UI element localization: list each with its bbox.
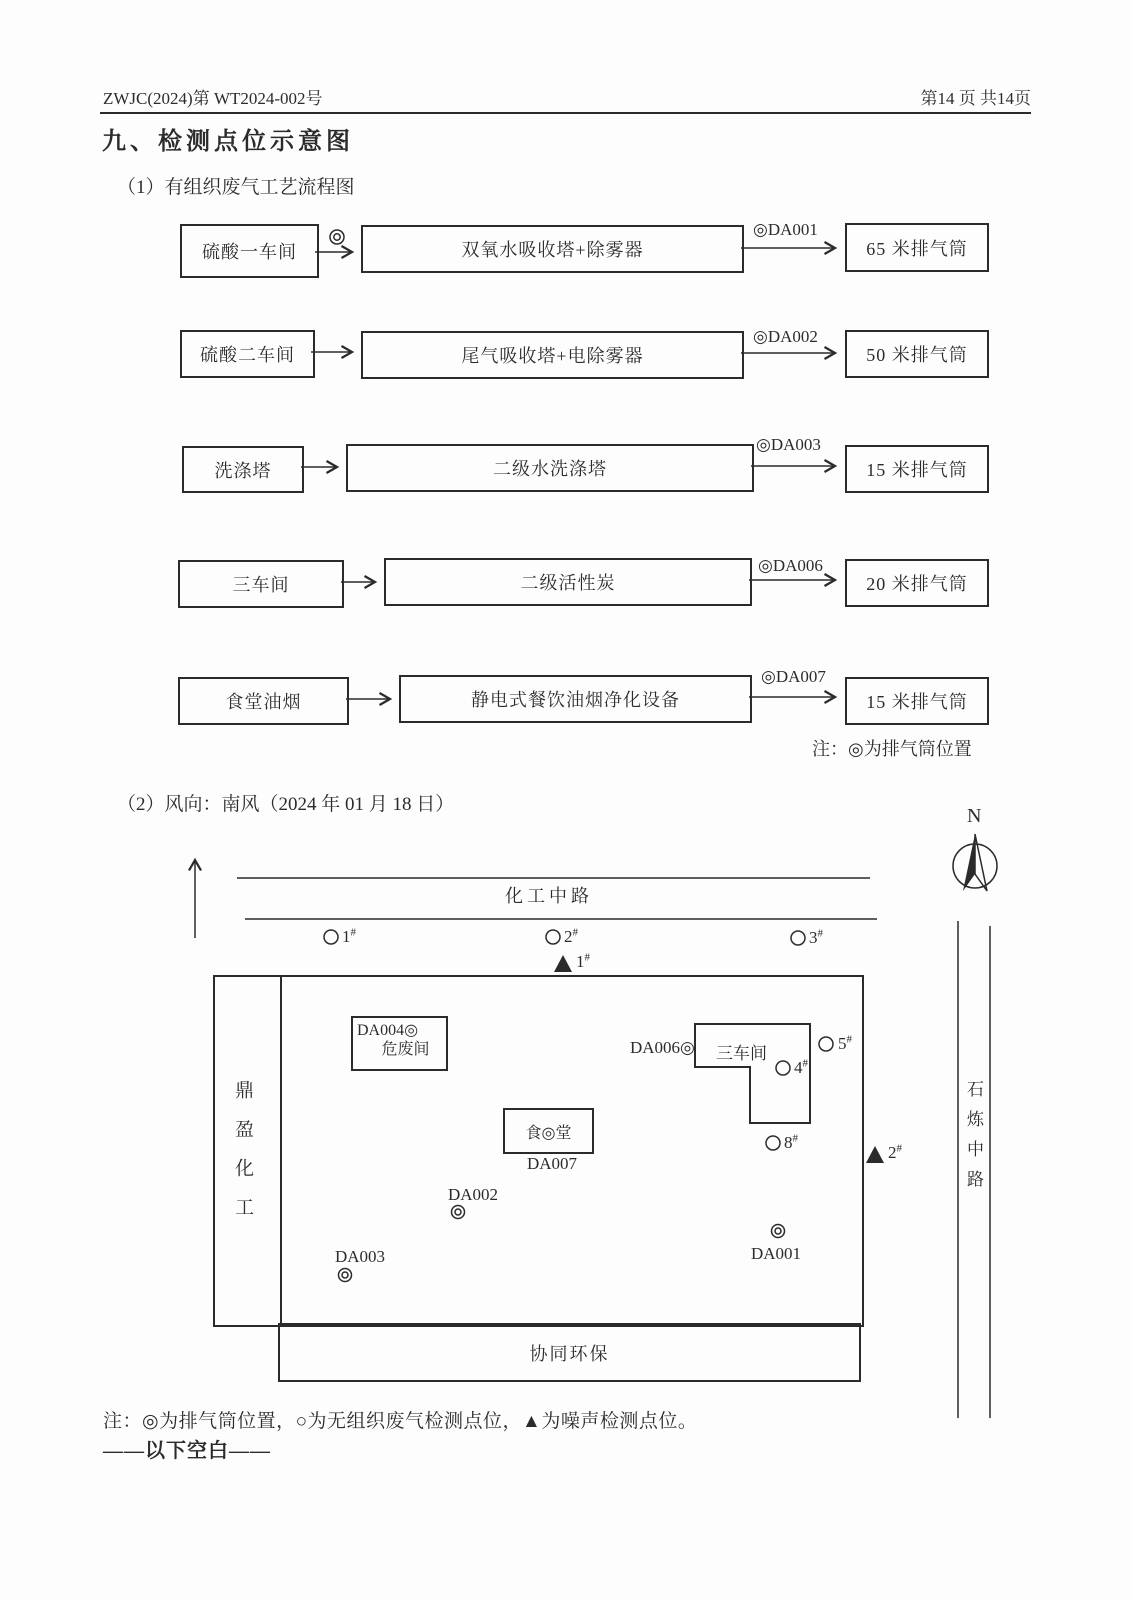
flow4-outlet-label: ◎DA006 xyxy=(758,556,823,575)
flow5-source-box xyxy=(178,677,349,725)
header-divider xyxy=(100,112,1031,114)
page-title: 九、检测点位示意图 xyxy=(102,128,354,155)
gas-point-icon-3 xyxy=(791,931,805,945)
flow2-outlet-label: ◎DA002 xyxy=(753,327,818,346)
flow5-treatment-label: 静电式餐饮油烟净化设备 xyxy=(471,690,680,710)
bottom-site-strip xyxy=(278,1323,861,1382)
stack-label-da003: DA003 xyxy=(335,1247,386,1266)
flow1-stack-box xyxy=(845,223,989,272)
flow5-stack-label: 15 米排气筒 xyxy=(866,692,968,712)
gas-point-label-1 xyxy=(342,928,356,945)
flow4-stack-label: 20 米排气筒 xyxy=(866,574,968,594)
flow4-source-label: 三车间 xyxy=(232,575,290,595)
noise-point-2-hash: # xyxy=(896,1142,902,1155)
flow1-stack-label: 65 米排气筒 xyxy=(866,238,968,259)
flow3-source-box xyxy=(182,446,304,493)
gas-point-label-2 xyxy=(564,928,578,945)
road-top-label: 化工中路 xyxy=(505,886,593,906)
gas-point-label-5 xyxy=(838,1035,852,1052)
gas-point-8-hash: # xyxy=(792,1132,798,1145)
flow3-treatment-box xyxy=(346,444,754,492)
gas-point-label-3 xyxy=(809,929,823,946)
left-site-label: 鼎盈化工 xyxy=(232,1080,253,1236)
flow2-source-label: 硫酸二车间 xyxy=(200,345,295,365)
flow2-treatment-box xyxy=(361,331,744,379)
gas-point-1-hash: # xyxy=(350,926,356,939)
gas-point-4-num: 4 xyxy=(794,1058,803,1077)
gas-point-2-num: 2 xyxy=(564,927,573,946)
gas-point-3-hash: # xyxy=(817,927,823,940)
workshop3-name: 三车间 xyxy=(716,1044,767,1063)
stack-label-da002: DA002 xyxy=(448,1185,499,1204)
canteen-box xyxy=(503,1108,594,1154)
flow5-treatment-box xyxy=(399,675,752,723)
gas-point-1-num: 1 xyxy=(342,927,351,946)
gas-point-5-hash: # xyxy=(846,1033,852,1046)
noise-point-label-2 xyxy=(888,1144,902,1161)
road-right-label: 石炼中路 xyxy=(964,1080,983,1200)
noise-point-1-num: 1 xyxy=(576,952,585,971)
stack-icon-flow1 xyxy=(330,230,344,244)
flow1-treatment-label: 双氧水吸收塔+除雾器 xyxy=(461,240,644,260)
flow1-outlet-label: ◎DA001 xyxy=(753,220,818,239)
gas-point-icon-2 xyxy=(546,930,560,944)
gas-point-4-hash: # xyxy=(802,1057,808,1070)
flow4-stack-box xyxy=(845,559,989,607)
flow2-source-box xyxy=(180,330,315,378)
flow4-treatment-label: 二级活性炭 xyxy=(520,573,616,593)
gas-point-label-4 xyxy=(794,1059,808,1076)
flow5-stack-box xyxy=(845,677,989,725)
flow-section-subtitle: （1）有组织废气工艺流程图 xyxy=(117,177,355,198)
flow2-stack-label: 50 米排气筒 xyxy=(866,345,968,365)
gas-point-5-num: 5 xyxy=(838,1034,847,1053)
flow3-source-label: 洗涤塔 xyxy=(214,460,272,481)
flow2-stack-box xyxy=(845,330,989,378)
canteen-outlet-label: DA007 xyxy=(527,1154,578,1173)
hazardous-room-box xyxy=(351,1016,448,1071)
blank-below-note: ——以下空白—— xyxy=(103,1440,271,1462)
stack-label-da001: DA001 xyxy=(751,1244,802,1263)
noise-point-1-hash: # xyxy=(584,951,590,964)
gas-point-icon-1 xyxy=(324,930,338,944)
flow5-outlet-label: ◎DA007 xyxy=(761,667,826,686)
gas-point-8-num: 8 xyxy=(784,1133,793,1152)
flow3-stack-box xyxy=(845,445,989,493)
page-indicator: 第14 页 共14页 xyxy=(920,89,1031,108)
hazardous-room-name: 危废间 xyxy=(381,1041,430,1059)
flow5-source-label: 食堂油烟 xyxy=(225,692,302,712)
gas-point-2-hash: # xyxy=(572,926,578,939)
compass-icon xyxy=(953,834,997,891)
flow1-source-box xyxy=(180,224,319,278)
flow4-source-box xyxy=(178,560,344,608)
flow1-treatment-box xyxy=(361,225,744,273)
map-legend: 注：◎为排气筒位置，○为无组织废气检测点位，▲为噪声检测点位。 xyxy=(103,1411,698,1432)
gas-point-label-8 xyxy=(784,1134,798,1151)
flow4-treatment-box xyxy=(384,558,752,606)
flow-note: 注：◎为排气筒位置 xyxy=(812,739,972,759)
flow3-stack-label: 15 米排气筒 xyxy=(866,460,968,480)
noise-point-label-1 xyxy=(576,953,590,970)
bottom-site-label: 协同环保 xyxy=(529,1343,610,1364)
flow3-treatment-label: 二级水洗涤塔 xyxy=(493,459,607,479)
document-number: ZWJC(2024)第 WT2024-002号 xyxy=(103,89,323,108)
noise-point-2-num: 2 xyxy=(888,1143,897,1162)
canteen-name: 食◎堂 xyxy=(525,1124,572,1142)
noise-point-icon-2 xyxy=(866,1146,884,1163)
flow3-outlet-label: ◎DA003 xyxy=(756,435,821,454)
flow1-source-label: 硫酸一车间 xyxy=(202,242,297,262)
gas-point-3-num: 3 xyxy=(809,928,818,947)
noise-point-icon-1 xyxy=(554,955,572,972)
flow2-treatment-label: 尾气吸收塔+电除雾器 xyxy=(461,346,644,366)
hazardous-room-outlet-label: DA004◎ xyxy=(357,1022,419,1039)
map-section-subtitle: （2）风向：南风（2024 年 01 月 18 日） xyxy=(117,794,455,815)
workshop3-outlet-label: DA006◎ xyxy=(630,1038,695,1057)
compass-north-label: N xyxy=(967,805,982,827)
